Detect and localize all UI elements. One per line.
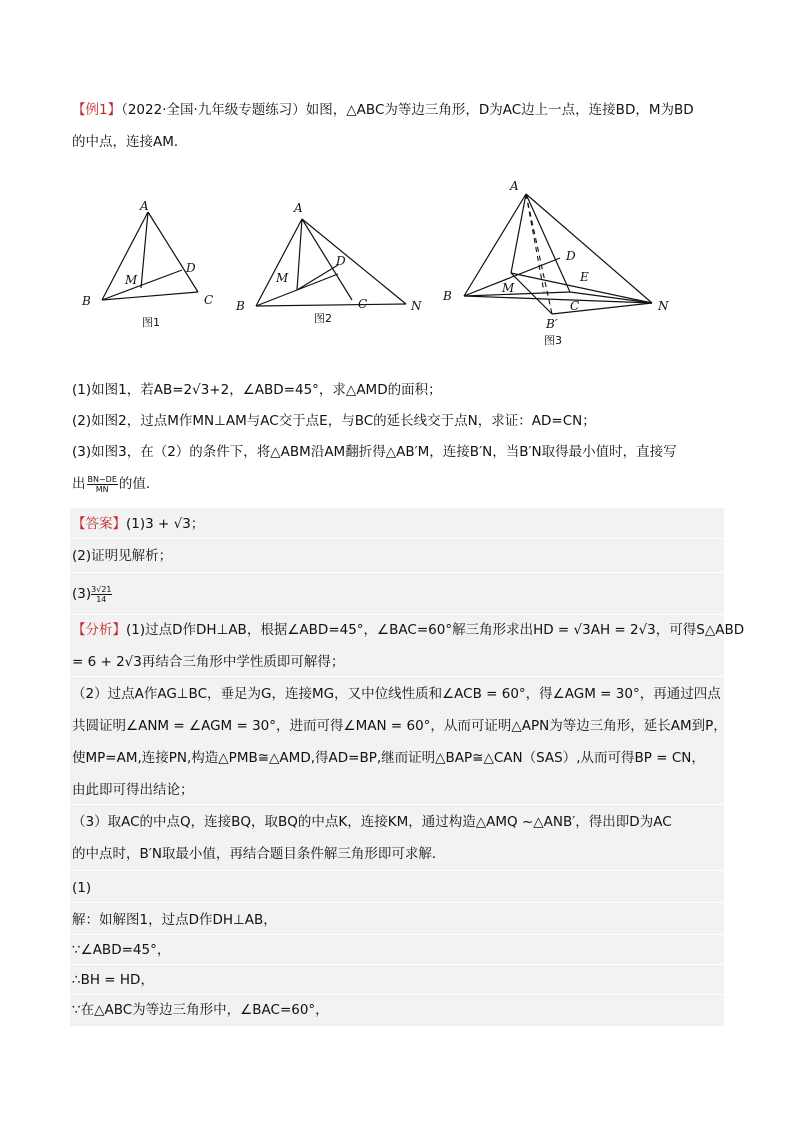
analysis-7: （3）取AC的中点Q，连接BQ，取BQ的中点K，连接KM，通过构造△AMQ ~△ANB′，得出即D为AC — [72, 814, 672, 830]
answer-1 — [72, 514, 204, 534]
fig1-caption: 图1 — [142, 316, 160, 329]
solution-step-4: ∵在△ABC为等边三角形中，∠BAC=60°， — [72, 1002, 329, 1018]
answer-3-fraction — [91, 585, 111, 604]
fig2-label-D: D — [336, 254, 346, 268]
question-3-cont — [72, 474, 159, 494]
fig2-caption: 图2 — [314, 312, 332, 325]
fig1-label-D: D — [186, 261, 196, 275]
solution-step-3: ∴BH = HD， — [72, 972, 154, 988]
analysis-4: 共圆证明∠ANM = ∠AGM = 30°，进而可得∠MAN = 60°，从而可证明△APN为等边三角形，延长AM到P， — [72, 718, 727, 734]
figure-2 — [256, 219, 406, 306]
analysis-2: = 6 + 2√3再结合三角形中学性质即可解得； — [72, 654, 345, 670]
example-tag: 【例1】 — [72, 102, 122, 118]
fig3-label-B: B — [443, 289, 452, 303]
fig2-label-N: N — [411, 299, 422, 313]
fig3-label-Bprime: B′ — [546, 317, 558, 331]
analysis-5: 使MP=AM,连接PN,构造△PMB≅△AMD,得AD=BP,继而证明△BAP≅△CAN（SAS）,从而可得BP = CN， — [72, 750, 705, 766]
fig3-label-C: C — [570, 299, 580, 313]
question-1: (1)如图1，若AB=2√3+2，∠ABD=45°，求△AMD的面积； — [72, 382, 442, 398]
answer-2: (2)证明见解析； — [72, 548, 173, 564]
figures — [70, 172, 710, 352]
q3-suffix: 的值． — [118, 476, 160, 492]
fig2-label-A: A — [294, 201, 303, 215]
fig2-label-M: M — [276, 271, 289, 285]
problem-line-1 — [72, 100, 694, 120]
problem-source: （2022·全国·九年级专题练习） — [121, 102, 306, 118]
fig3-caption: 图3 — [544, 334, 562, 347]
answer-1-text: (1)3 + √3； — [126, 516, 205, 532]
fig1-label-A: A — [140, 199, 149, 213]
answer-tag: 【答案】 — [72, 516, 126, 532]
analysis-1-text: (1)过点D作DH⊥AB，根据∠ABD=45°，∠BAC=60°解三角形求出HD = √3AH = 2√3，可得S△ABD — [126, 622, 745, 638]
question-3: (3)如图3，在（2）的条件下，将△ABM沿AM翻折得△AB′M，连接B′N，当B′N取得最小值时，直接写 — [72, 444, 677, 460]
figure-1 — [102, 212, 198, 300]
q3-fraction-num: BN−DE — [87, 474, 117, 484]
analysis-1 — [72, 620, 744, 640]
fig3-label-E: E — [580, 270, 589, 284]
fig2-label-B: B — [236, 299, 245, 313]
analysis-6: 由此即可得出结论； — [72, 782, 194, 798]
q3-fraction — [87, 475, 118, 494]
answer-3-den: 14 — [96, 594, 107, 604]
fig3-label-N: N — [658, 299, 669, 313]
q3-prefix: 出 — [72, 476, 86, 492]
figure-3 — [464, 194, 652, 314]
analysis-3: （2）过点A作AG⊥BC，垂足为G，连接MG，又中位线性质和∠ACB = 60°，得∠AGM = 30°，再通过四点 — [72, 686, 721, 702]
problem-line-2: 的中点，连接AM． — [72, 134, 188, 150]
fig3-label-D: D — [566, 249, 576, 263]
fig1-label-B: B — [82, 294, 91, 308]
analysis-tag: 【分析】 — [72, 622, 126, 638]
answer-3-num: 3√21 — [91, 584, 112, 594]
analysis-8: 的中点时，B′N取最小值，再结合题目条件解三角形即可求解． — [72, 846, 446, 862]
problem-intro: 如图，△ABC为等边三角形，D为AC边上一点，连接BD，M为BD — [305, 102, 694, 118]
question-2: (2)如图2，过点M作MN⊥AM与AC交于点E，与BC的延长线交于点N，求证：AD=CN； — [72, 413, 596, 429]
solution-step-1: 解：如解图1，过点D作DH⊥AB， — [72, 912, 277, 928]
fig1-label-M: M — [125, 273, 138, 287]
answer-3-prefix: (3) — [72, 586, 92, 602]
answer-3 — [72, 584, 112, 604]
solution-block — [70, 508, 745, 1026]
solution-part-1: (1) — [72, 880, 92, 896]
q3-fraction-den: MN — [95, 484, 109, 494]
fig2-label-C: C — [358, 297, 368, 311]
solution-step-2: ∵∠ABD=45°， — [72, 942, 171, 958]
fig1-label-C: C — [204, 293, 214, 307]
fig3-label-M: M — [502, 281, 515, 295]
fig3-label-A: A — [510, 179, 519, 193]
